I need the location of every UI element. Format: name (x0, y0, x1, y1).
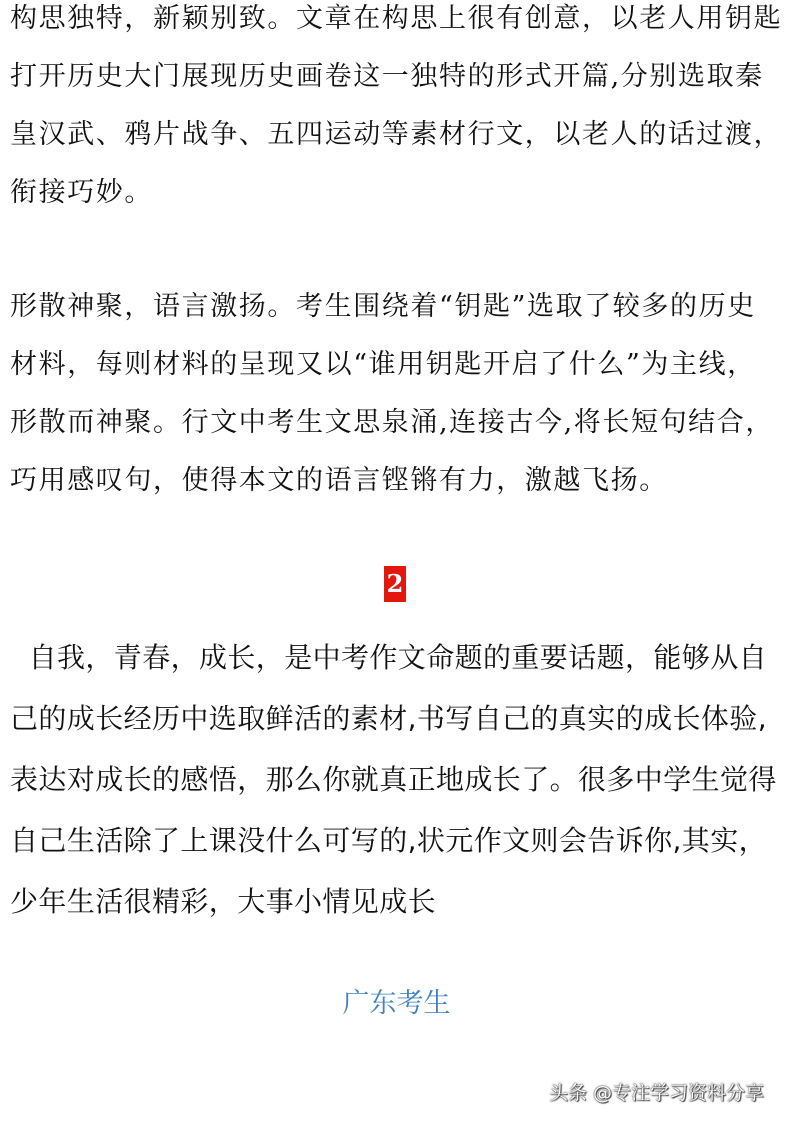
commentary-paragraph-2 (10, 278, 785, 510)
text-line: 自己生活除了上课没什么可写的,状元作文则会告诉你,其实， (10, 824, 768, 857)
text-line: 少年生活很精彩，大事小情见成长 (10, 885, 437, 918)
text-line: 自我，青春，成长，是中考作文命题的重要话题，能够从自 (10, 641, 768, 674)
text-line: 形散而神聚。行文中考生文思泉涌,连接古今,将长短句结合， (10, 407, 774, 438)
text-line: 衔接巧妙。 (10, 177, 153, 208)
section-number-badge: 2 (384, 566, 406, 602)
text-line: 表达对成长的感悟，那么你就真正地成长了。很多中学生觉得 (10, 763, 777, 796)
text-line: 皇汉武、鸦片战争、五四运动等素材行文，以老人的话过渡， (10, 119, 783, 150)
intro-paragraph (10, 627, 785, 932)
text-line: 材料，每则材料的呈现又以“谁用钥匙开启了什么”为主线， (10, 349, 756, 380)
text-line: 打开历史大门展现历史画卷这一独特的形式开篇,分别选取秦 (10, 61, 764, 92)
text-line: 己的成长经历中选取鲜活的素材,书写自己的真实的成长体验, (10, 702, 768, 735)
watermark: 头条 @专注学习资料分享 (549, 1082, 765, 1104)
text-line: 构思独特，新颖别致。文章在构思上很有创意，以老人用钥匙 (10, 3, 783, 34)
author-label: 广东考生 (342, 988, 451, 1019)
commentary-paragraph-1 (10, 0, 785, 222)
text-line: 巧用感叹句，使得本文的语言铿锵有力，激越飞扬。 (10, 465, 668, 496)
text-line: 形散神聚，语言激扬。考生围绕着“钥匙”选取了较多的历史 (10, 291, 756, 322)
